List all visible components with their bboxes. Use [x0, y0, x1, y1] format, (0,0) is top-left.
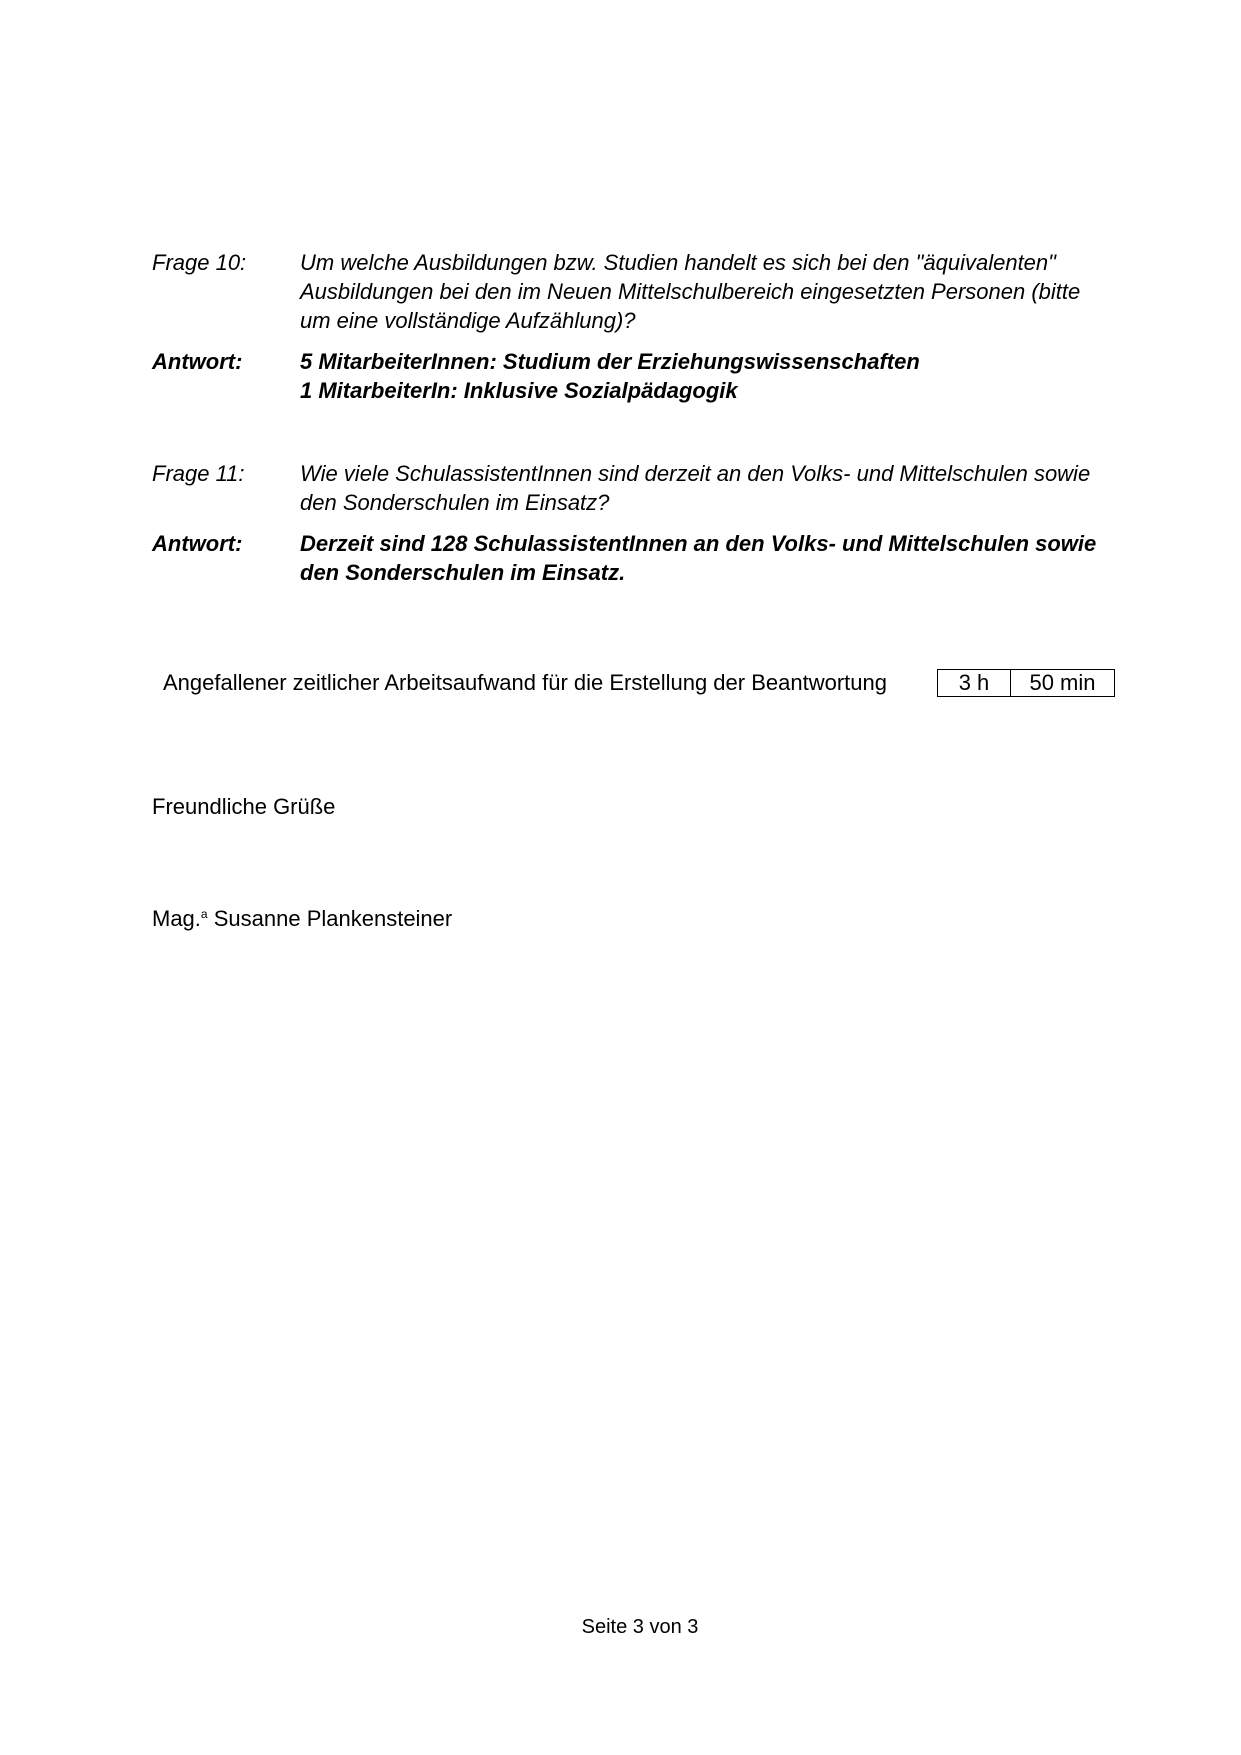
work-effort-minutes: 50 min	[1029, 669, 1096, 695]
question-text	[300, 248, 1132, 335]
answer-text	[300, 529, 1132, 587]
signature-name: Susanne Plankensteiner	[213, 906, 453, 931]
answer-line: 5 MitarbeiterInnen: Studium der Erziehungswissenschaften	[300, 349, 920, 374]
question-10	[152, 248, 1132, 335]
answer-line: 1 MitarbeiterIn: Inklusive Sozialpädagogik	[300, 378, 738, 403]
signature-title-superscript: a	[200, 907, 208, 921]
question-line: um eine vollständige Aufzählung)?	[300, 308, 636, 333]
answer-11	[152, 529, 1132, 587]
answer-line: Derzeit sind 128 SchulassistentInnen an den Volks- und Mittelschulen sowie	[300, 531, 1097, 556]
signature	[152, 904, 452, 933]
question-line: Ausbildungen bei den im Neuen Mittelschulbereich eingesetzten Personen (bitte	[300, 279, 1081, 304]
work-effort-label: Angefallener zeitlicher Arbeitsaufwand für die Erstellung der Beantwortung	[163, 670, 887, 695]
question-line: den Sonderschulen im Einsatz?	[300, 490, 610, 515]
work-effort-table	[937, 669, 1115, 697]
answer-line: den Sonderschulen im Einsatz.	[300, 560, 626, 585]
work-effort-hours: 3 h	[938, 670, 1011, 696]
question-label: Frage 10:	[152, 250, 247, 275]
question-text	[300, 459, 1132, 517]
closing-greeting: Freundliche Grüße	[152, 794, 336, 819]
page-number: Seite 3 von 3	[581, 1616, 699, 1638]
work-effort	[163, 668, 1115, 697]
question-line: Wie viele SchulassistentInnen sind derzeit an den Volks- und Mittelschulen sowie	[300, 461, 1091, 486]
question-11	[152, 459, 1132, 517]
answer-10	[152, 347, 1132, 405]
answer-text	[300, 347, 1132, 405]
question-line: Um welche Ausbildungen bzw. Studien handelt es sich bei den "äquivalenten"	[300, 250, 1056, 275]
answer-label: Antwort:	[152, 349, 243, 374]
answer-label: Antwort:	[152, 531, 243, 556]
question-label: Frage 11:	[152, 461, 245, 486]
signature-title: Mag.	[152, 906, 201, 931]
